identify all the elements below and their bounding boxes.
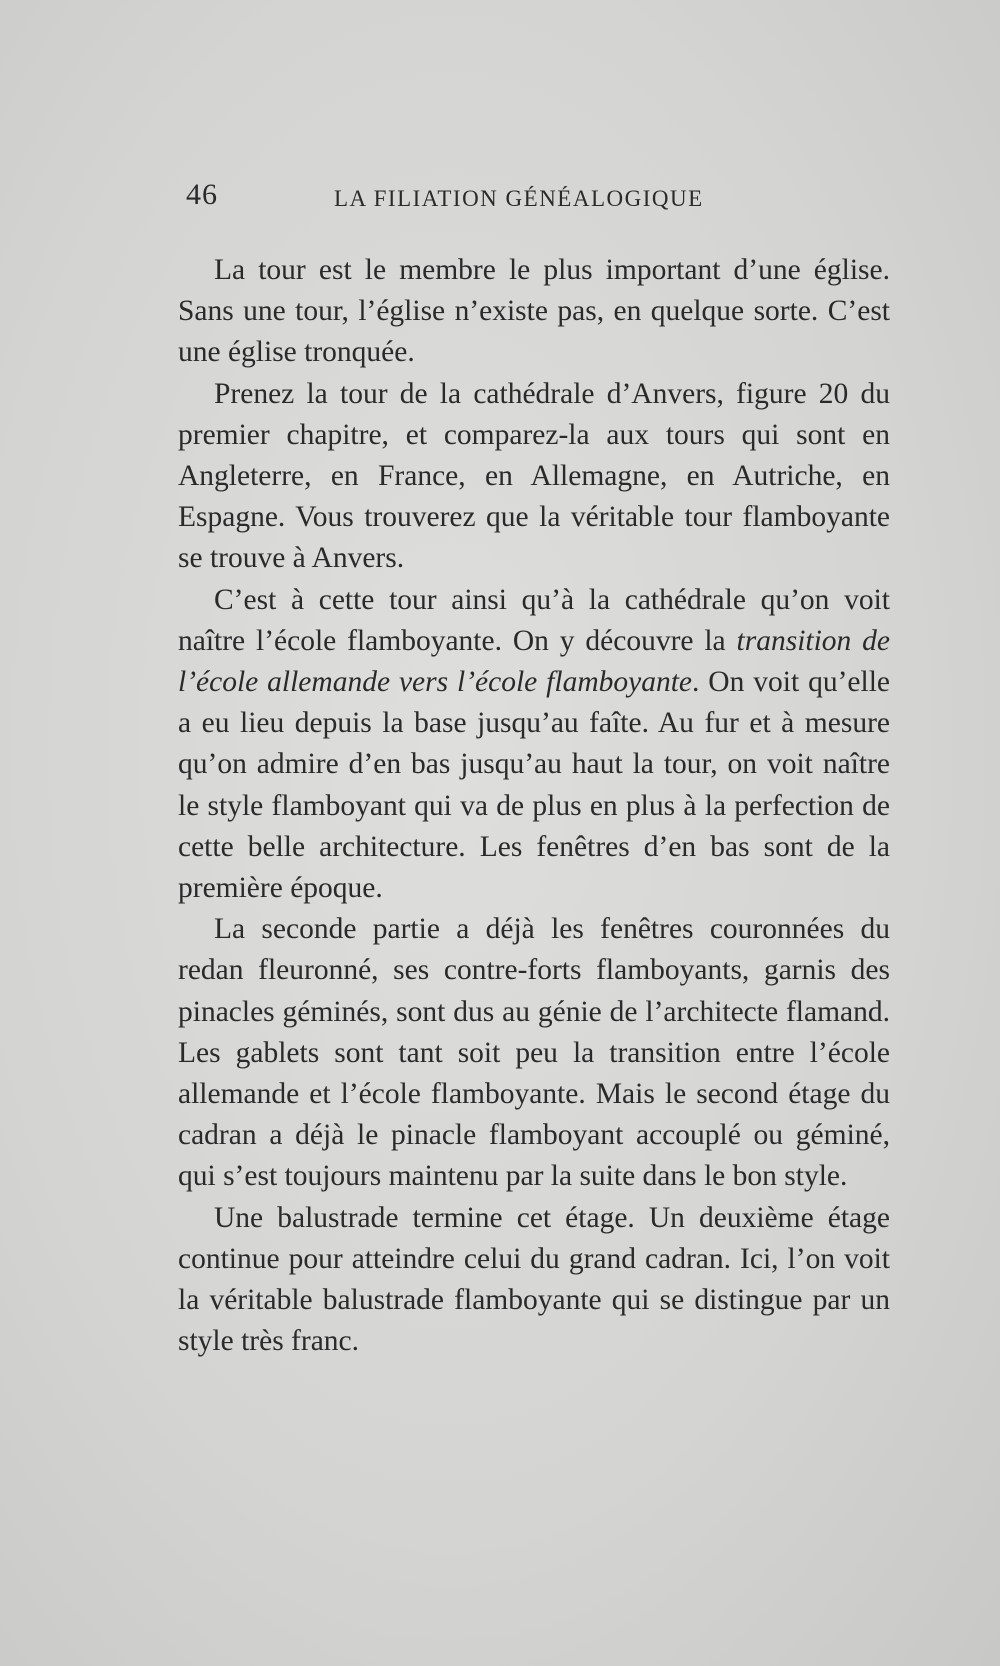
paragraph-3 [178, 580, 890, 910]
running-title: LA FILIATION GÉNÉALOGIQUE [334, 186, 704, 211]
body-text [178, 250, 890, 1362]
page-number: 46 [186, 178, 218, 211]
paragraph-4: La seconde partie a déjà les fenêtres couronnées du redan fleuronné, ses contre-forts flamboyants, garnis des pinacles géminés, sont dus au génie de l’architecte flamand. Les gablets sont tant soit peu la transition entre l’école allemande et l’école flamboyante. Mais le second étage du cadran a déjà le pinacle flamboyant accouplé ou géminé, qui s’est toujours maintenu par la suite dans le bon style. [178, 913, 890, 1193]
paragraph-5: Une balustrade termine cet étage. Un deuxième étage continue pour atteindre celui du grand cadran. Ici, l’on voit la véritable balustrade flamboyante qui se distingue par un style très franc. [178, 1201, 890, 1358]
paragraph-3-text-end: . On voit qu’elle a eu lieu depuis la base jusqu’au faîte. Au fur et à mesure qu’on admire d’en bas jusqu’au haut la tour, on voit naître le style flamboyant qui va de plus en plus à la perfection de cette belle architecture. Les fenêtres d’en bas sont de la première époque. [178, 666, 890, 905]
paragraph-2: Prenez la tour de la cathédrale d’Anvers, figure 20 du premier chapitre, et comparez-la aux tours qui sont en Angleterre, en France, en Allemagne, en Autriche, en Espagne. Vous trouverez que la véritable tour flamboyante se trouve à Anvers. [178, 377, 890, 575]
paragraph-1: La tour est le membre le plus important d’une église. Sans une tour, l’église n’existe pas, en quelque sorte. C’est une église tronquée. [178, 254, 890, 369]
paragraph-3-italic-phrase: transition de l’école allemande vers l’école flamboyante [178, 624, 890, 699]
paragraph-3-text-start: C’est à cette tour ainsi qu’à la cathédrale qu’on voit naître l’école flamboyante. On y découvre la [178, 583, 890, 657]
page-header [186, 178, 746, 218]
